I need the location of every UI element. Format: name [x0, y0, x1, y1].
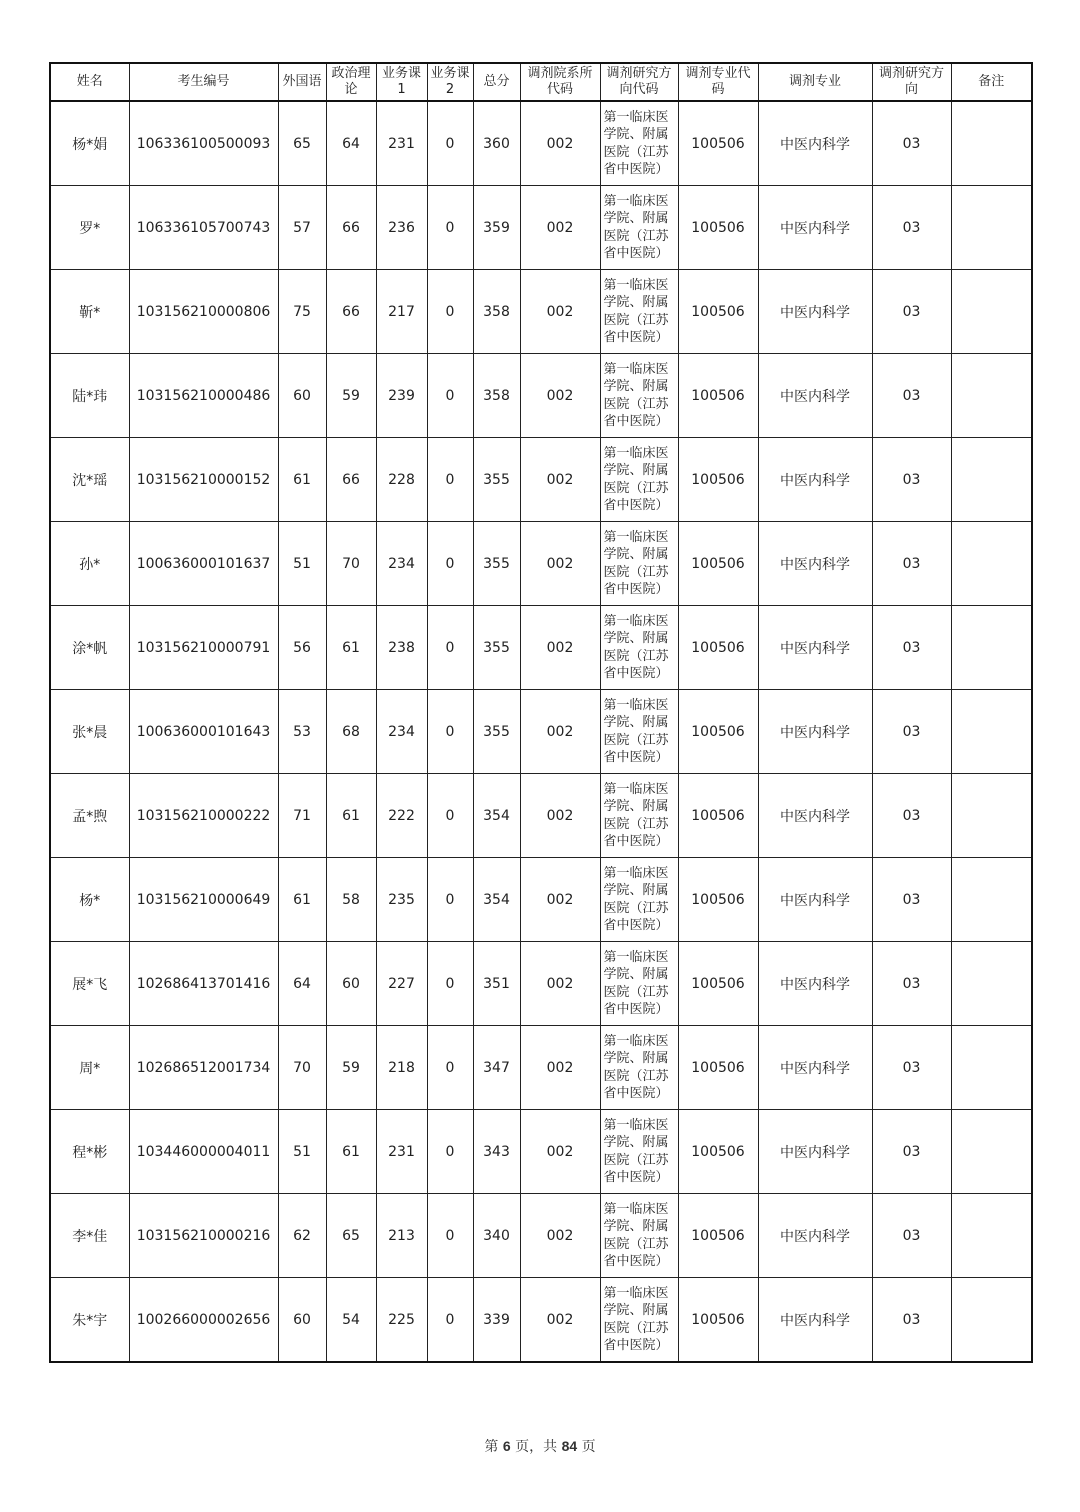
cell-foreign-language: 60: [278, 354, 326, 438]
cell-dept-code: 002: [520, 1026, 600, 1110]
cell-exam-id: 106336105700743: [129, 186, 278, 270]
cell-major: 中医内科学: [758, 606, 872, 690]
header-course1: 业务课1: [376, 63, 427, 101]
cell-politics: 65: [326, 1194, 376, 1278]
cell-politics: 61: [326, 774, 376, 858]
cell-total: 354: [473, 858, 520, 942]
cell-course2: 0: [427, 101, 473, 186]
cell-name: 孙*: [50, 522, 129, 606]
cell-course1: 236: [376, 186, 427, 270]
cell-dept-code: 002: [520, 1194, 600, 1278]
cell-exam-id: 103156210000806: [129, 270, 278, 354]
cell-course2: 0: [427, 1026, 473, 1110]
cell-dept-code: 002: [520, 858, 600, 942]
header-dept-code: 调剂院系所代码: [520, 63, 600, 101]
header-politics: 政治理论: [326, 63, 376, 101]
footer-suffix: 页: [577, 1439, 596, 1455]
header-foreign-language: 外国语: [278, 63, 326, 101]
cell-direction: 03: [872, 774, 951, 858]
cell-total: 358: [473, 270, 520, 354]
cell-course2: 0: [427, 186, 473, 270]
header-total: 总分: [473, 63, 520, 101]
cell-exam-id: 100636000101637: [129, 522, 278, 606]
cell-remarks: [951, 101, 1032, 186]
cell-course1: 239: [376, 354, 427, 438]
cell-course2: 0: [427, 858, 473, 942]
cell-total: 355: [473, 606, 520, 690]
table-row: [50, 690, 1032, 774]
cell-dept-name: 第一临床医学院、附属医院（江苏省中医院）: [600, 690, 678, 774]
cell-major: 中医内科学: [758, 1194, 872, 1278]
cell-major-code: 100506: [678, 1278, 758, 1363]
table-header-row: [50, 63, 1032, 101]
table-row: [50, 1110, 1032, 1194]
table-row: [50, 942, 1032, 1026]
cell-direction: 03: [872, 1194, 951, 1278]
cell-total: 355: [473, 438, 520, 522]
cell-direction: 03: [872, 690, 951, 774]
cell-direction: 03: [872, 1278, 951, 1363]
header-remarks: 备注: [951, 63, 1032, 101]
cell-foreign-language: 60: [278, 1278, 326, 1363]
cell-remarks: [951, 1026, 1032, 1110]
cell-course2: 0: [427, 606, 473, 690]
header-name: 姓名: [50, 63, 129, 101]
cell-dept-name: 第一临床医学院、附属医院（江苏省中医院）: [600, 1110, 678, 1194]
cell-direction: 03: [872, 354, 951, 438]
cell-total: 355: [473, 690, 520, 774]
cell-total: 343: [473, 1110, 520, 1194]
cell-major: 中医内科学: [758, 1026, 872, 1110]
cell-remarks: [951, 858, 1032, 942]
footer-middle: 页，共: [510, 1439, 562, 1455]
header-exam-id: 考生编号: [129, 63, 278, 101]
cell-remarks: [951, 186, 1032, 270]
cell-dept-name: 第一临床医学院、附属医院（江苏省中医院）: [600, 1278, 678, 1363]
cell-exam-id: 103446000004011: [129, 1110, 278, 1194]
cell-name: 罗*: [50, 186, 129, 270]
cell-politics: 64: [326, 101, 376, 186]
cell-foreign-language: 71: [278, 774, 326, 858]
cell-direction: 03: [872, 606, 951, 690]
cell-dept-name: 第一临床医学院、附属医院（江苏省中医院）: [600, 270, 678, 354]
cell-course1: 217: [376, 270, 427, 354]
cell-course2: 0: [427, 942, 473, 1026]
cell-major: 中医内科学: [758, 690, 872, 774]
cell-name: 涂*帆: [50, 606, 129, 690]
cell-total: 359: [473, 186, 520, 270]
cell-dept-name: 第一临床医学院、附属医院（江苏省中医院）: [600, 942, 678, 1026]
cell-major-code: 100506: [678, 1110, 758, 1194]
cell-course2: 0: [427, 1194, 473, 1278]
cell-course2: 0: [427, 354, 473, 438]
cell-course1: 234: [376, 690, 427, 774]
cell-total: 340: [473, 1194, 520, 1278]
cell-major-code: 100506: [678, 606, 758, 690]
footer-total-pages: 84: [561, 1438, 578, 1454]
cell-name: 张*晨: [50, 690, 129, 774]
cell-remarks: [951, 270, 1032, 354]
cell-dept-name: 第一临床医学院、附属医院（江苏省中医院）: [600, 438, 678, 522]
cell-dept-code: 002: [520, 942, 600, 1026]
header-direction: 调剂研究方向: [872, 63, 951, 101]
cell-remarks: [951, 522, 1032, 606]
cell-major-code: 100506: [678, 1026, 758, 1110]
cell-name: 展*飞: [50, 942, 129, 1026]
cell-course1: 235: [376, 858, 427, 942]
cell-name: 孟*煦: [50, 774, 129, 858]
cell-exam-id: 100636000101643: [129, 690, 278, 774]
cell-exam-id: 102686413701416: [129, 942, 278, 1026]
cell-dept-name: 第一临床医学院、附属医院（江苏省中医院）: [600, 522, 678, 606]
cell-exam-id: 103156210000486: [129, 354, 278, 438]
cell-course2: 0: [427, 270, 473, 354]
cell-dept-code: 002: [520, 101, 600, 186]
cell-politics: 61: [326, 1110, 376, 1194]
cell-dept-name: 第一临床医学院、附属医院（江苏省中医院）: [600, 101, 678, 186]
cell-foreign-language: 61: [278, 858, 326, 942]
cell-direction: 03: [872, 522, 951, 606]
cell-exam-id: 102686512001734: [129, 1026, 278, 1110]
cell-remarks: [951, 606, 1032, 690]
cell-direction: 03: [872, 942, 951, 1026]
table-row: [50, 606, 1032, 690]
cell-course2: 0: [427, 522, 473, 606]
cell-politics: 66: [326, 270, 376, 354]
table-row: [50, 1194, 1032, 1278]
cell-major: 中医内科学: [758, 186, 872, 270]
cell-exam-id: 103156210000649: [129, 858, 278, 942]
cell-total: 351: [473, 942, 520, 1026]
cell-total: 358: [473, 354, 520, 438]
cell-name: 杨*娟: [50, 101, 129, 186]
cell-dept-code: 002: [520, 522, 600, 606]
cell-major: 中医内科学: [758, 354, 872, 438]
cell-dept-code: 002: [520, 270, 600, 354]
table-row: [50, 1026, 1032, 1110]
cell-foreign-language: 51: [278, 1110, 326, 1194]
cell-major-code: 100506: [678, 101, 758, 186]
cell-politics: 59: [326, 1026, 376, 1110]
cell-direction: 03: [872, 186, 951, 270]
footer-page-number: 6: [502, 1438, 511, 1454]
cell-total: 339: [473, 1278, 520, 1363]
cell-dept-name: 第一临床医学院、附属医院（江苏省中医院）: [600, 858, 678, 942]
cell-major-code: 100506: [678, 858, 758, 942]
cell-politics: 60: [326, 942, 376, 1026]
cell-remarks: [951, 942, 1032, 1026]
cell-course1: 227: [376, 942, 427, 1026]
cell-dept-code: 002: [520, 1278, 600, 1363]
cell-major-code: 100506: [678, 354, 758, 438]
cell-remarks: [951, 1278, 1032, 1363]
cell-exam-id: 100266000002656: [129, 1278, 278, 1363]
cell-foreign-language: 62: [278, 1194, 326, 1278]
header-direction-code: 调剂研究方向代码: [600, 63, 678, 101]
header-major: 调剂专业: [758, 63, 872, 101]
table-body: [50, 101, 1032, 1362]
cell-major-code: 100506: [678, 438, 758, 522]
cell-course2: 0: [427, 774, 473, 858]
cell-name: 杨*: [50, 858, 129, 942]
cell-dept-code: 002: [520, 1110, 600, 1194]
cell-foreign-language: 70: [278, 1026, 326, 1110]
cell-course2: 0: [427, 1278, 473, 1363]
cell-exam-id: 103156210000791: [129, 606, 278, 690]
cell-foreign-language: 53: [278, 690, 326, 774]
cell-remarks: [951, 774, 1032, 858]
cell-politics: 68: [326, 690, 376, 774]
cell-dept-name: 第一临床医学院、附属医院（江苏省中医院）: [600, 606, 678, 690]
cell-course1: 222: [376, 774, 427, 858]
cell-politics: 54: [326, 1278, 376, 1363]
cell-course1: 225: [376, 1278, 427, 1363]
page-footer: [0, 1436, 1080, 1456]
cell-remarks: [951, 1194, 1032, 1278]
cell-dept-name: 第一临床医学院、附属医院（江苏省中医院）: [600, 774, 678, 858]
table-row: [50, 270, 1032, 354]
cell-exam-id: 103156210000216: [129, 1194, 278, 1278]
cell-foreign-language: 51: [278, 522, 326, 606]
cell-politics: 59: [326, 354, 376, 438]
cell-politics: 58: [326, 858, 376, 942]
cell-politics: 66: [326, 438, 376, 522]
cell-direction: 03: [872, 1026, 951, 1110]
cell-course1: 213: [376, 1194, 427, 1278]
header-major-code: 调剂专业代码: [678, 63, 758, 101]
table-row: [50, 438, 1032, 522]
cell-major-code: 100506: [678, 942, 758, 1026]
cell-dept-name: 第一临床医学院、附属医院（江苏省中医院）: [600, 1194, 678, 1278]
admission-table: [49, 62, 1033, 1363]
cell-name: 周*: [50, 1026, 129, 1110]
cell-direction: 03: [872, 1110, 951, 1194]
cell-major-code: 100506: [678, 186, 758, 270]
cell-direction: 03: [872, 270, 951, 354]
cell-name: 程*彬: [50, 1110, 129, 1194]
cell-name: 靳*: [50, 270, 129, 354]
cell-exam-id: 103156210000222: [129, 774, 278, 858]
cell-major: 中医内科学: [758, 942, 872, 1026]
cell-direction: 03: [872, 858, 951, 942]
cell-major: 中医内科学: [758, 522, 872, 606]
cell-foreign-language: 65: [278, 101, 326, 186]
cell-major: 中医内科学: [758, 858, 872, 942]
table-row: [50, 354, 1032, 438]
cell-major-code: 100506: [678, 522, 758, 606]
cell-direction: 03: [872, 101, 951, 186]
table-row: [50, 774, 1032, 858]
cell-remarks: [951, 438, 1032, 522]
cell-name: 沈*瑶: [50, 438, 129, 522]
cell-major-code: 100506: [678, 1194, 758, 1278]
cell-major-code: 100506: [678, 690, 758, 774]
cell-remarks: [951, 354, 1032, 438]
table-row: [50, 101, 1032, 186]
cell-name: 陆*玮: [50, 354, 129, 438]
cell-major: 中医内科学: [758, 1110, 872, 1194]
cell-remarks: [951, 1110, 1032, 1194]
cell-direction: 03: [872, 438, 951, 522]
cell-name: 李*佳: [50, 1194, 129, 1278]
cell-dept-code: 002: [520, 774, 600, 858]
cell-course2: 0: [427, 1110, 473, 1194]
cell-course1: 231: [376, 101, 427, 186]
cell-dept-code: 002: [520, 354, 600, 438]
cell-foreign-language: 64: [278, 942, 326, 1026]
cell-major: 中医内科学: [758, 270, 872, 354]
cell-politics: 70: [326, 522, 376, 606]
cell-foreign-language: 57: [278, 186, 326, 270]
cell-politics: 61: [326, 606, 376, 690]
cell-course1: 228: [376, 438, 427, 522]
cell-major-code: 100506: [678, 774, 758, 858]
table-row: [50, 1278, 1032, 1363]
cell-major: 中医内科学: [758, 101, 872, 186]
table-row: [50, 858, 1032, 942]
cell-dept-code: 002: [520, 186, 600, 270]
cell-total: 347: [473, 1026, 520, 1110]
cell-course2: 0: [427, 690, 473, 774]
cell-course1: 234: [376, 522, 427, 606]
footer-prefix: 第: [484, 1439, 503, 1455]
cell-dept-code: 002: [520, 690, 600, 774]
cell-foreign-language: 75: [278, 270, 326, 354]
cell-dept-name: 第一临床医学院、附属医院（江苏省中医院）: [600, 354, 678, 438]
cell-course2: 0: [427, 438, 473, 522]
cell-course1: 231: [376, 1110, 427, 1194]
cell-major: 中医内科学: [758, 438, 872, 522]
table-row: [50, 522, 1032, 606]
cell-dept-name: 第一临床医学院、附属医院（江苏省中医院）: [600, 1026, 678, 1110]
cell-course1: 238: [376, 606, 427, 690]
cell-major: 中医内科学: [758, 774, 872, 858]
cell-exam-id: 103156210000152: [129, 438, 278, 522]
cell-total: 360: [473, 101, 520, 186]
cell-dept-code: 002: [520, 606, 600, 690]
header-course2: 业务课2: [427, 63, 473, 101]
cell-foreign-language: 61: [278, 438, 326, 522]
cell-major: 中医内科学: [758, 1278, 872, 1363]
cell-remarks: [951, 690, 1032, 774]
cell-dept-code: 002: [520, 438, 600, 522]
cell-exam-id: 106336100500093: [129, 101, 278, 186]
cell-name: 朱*宇: [50, 1278, 129, 1363]
cell-foreign-language: 56: [278, 606, 326, 690]
cell-politics: 66: [326, 186, 376, 270]
cell-dept-name: 第一临床医学院、附属医院（江苏省中医院）: [600, 186, 678, 270]
table-row: [50, 186, 1032, 270]
cell-course1: 218: [376, 1026, 427, 1110]
cell-major-code: 100506: [678, 270, 758, 354]
cell-total: 354: [473, 774, 520, 858]
cell-total: 355: [473, 522, 520, 606]
